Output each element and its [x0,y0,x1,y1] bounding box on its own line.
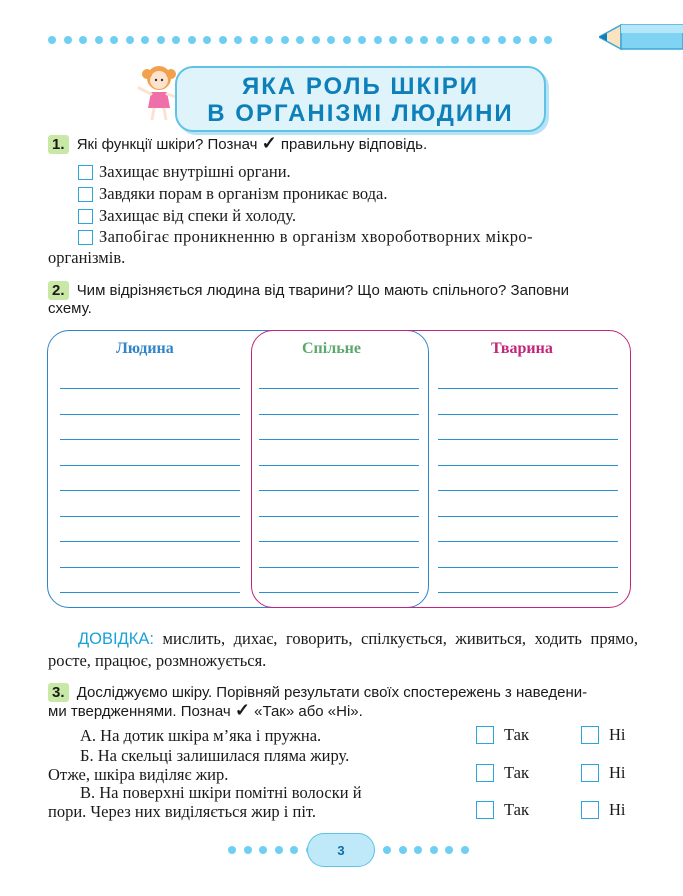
task1-option-label: Завдяки порам в організм проникає вода. [99,184,388,203]
task1-option [78,162,291,182]
task3-question-line2 [48,701,363,721]
human-writing-line[interactable] [60,414,240,415]
lesson-title-box [175,66,546,132]
task1-question-text-b: правильну відповідь. [280,136,428,153]
task1-option-continuation: організмів. [48,248,126,267]
statement-b-line2: Отже, шкіра виділяє жир. [48,765,229,784]
top-dotted-border [48,36,552,44]
task2-question-text: Чим відрізняється людина від тварини? Що мають спільного? Заповни [76,282,570,299]
task2-question [48,281,638,300]
no-label: Ні [609,800,626,819]
task1-option [78,184,388,204]
task3-question-text-2b: «Так» або «Ні». [254,703,363,720]
yes-label: Так [504,800,530,819]
no-option [581,763,626,783]
animal-writing-line[interactable] [438,439,618,440]
yes-label: Так [504,725,530,744]
no-option [581,800,626,820]
hint-text: мислить, дихає, говорить, спілкується, живиться, ходить прямо, росте, працює, розмножується. [48,629,638,670]
common-writing-line[interactable] [259,592,419,593]
task1-number: 1. [48,135,69,154]
checkbox[interactable] [581,764,599,782]
task2-number: 2. [48,281,69,300]
human-writing-line[interactable] [60,592,240,593]
animal-writing-line[interactable] [438,414,618,415]
human-writing-line[interactable] [60,439,240,440]
checkmark-icon: ✓ [234,700,250,720]
human-writing-line[interactable] [60,541,240,542]
common-writing-line[interactable] [259,465,419,466]
human-writing-line[interactable] [60,388,240,389]
pencil-icon [599,20,683,54]
task1-option [78,227,638,247]
yes-option [476,800,529,820]
yes-option [476,725,529,745]
animal-writing-line[interactable] [438,516,618,517]
animal-writing-line[interactable] [438,465,618,466]
task1-option-label: Захищає внутрішні органи. [99,162,291,181]
statement-a-line1: А. На дотик шкіра м’яка і пружна. [80,726,322,745]
animal-writing-line[interactable] [438,541,618,542]
yes-label: Так [504,763,530,782]
checkbox[interactable] [78,230,93,245]
common-writing-line[interactable] [259,567,419,568]
lesson-title-line1: ЯКА РОЛЬ ШКІРИ [241,73,480,100]
no-option [581,725,626,745]
human-writing-line[interactable] [60,567,240,568]
task3-question [48,683,638,702]
checkbox[interactable] [476,726,494,744]
bottom-dots-left [228,846,314,854]
checkbox[interactable] [581,801,599,819]
task1-question [48,134,427,154]
task1-option [78,206,296,226]
task1-question-text-a: Які функції шкіри? Познач [76,136,258,153]
statement-c-line1: В. На поверхні шкіри помітні волоски й [80,783,362,802]
human-writing-line[interactable] [60,490,240,491]
animal-writing-line[interactable] [438,567,618,568]
checkbox[interactable] [476,764,494,782]
human-writing-line[interactable] [60,465,240,466]
task3-question-text: Досліджуємо шкіру. Порівняй результати своїх спостережень з наведени- [76,684,588,701]
common-writing-line[interactable] [259,414,419,415]
checkbox[interactable] [581,726,599,744]
common-writing-line[interactable] [259,439,419,440]
common-writing-line[interactable] [259,541,419,542]
page-number-text: 3 [337,842,345,858]
checkbox[interactable] [476,801,494,819]
no-label: Ні [609,763,626,782]
hint-block [48,628,638,671]
yes-option [476,763,529,783]
task1-option-label: Запобігає проникненню в організм хвороботворних мікро- [99,227,533,246]
common-writing-line[interactable] [259,490,419,491]
common-writing-line[interactable] [259,516,419,517]
column-title-animal: Тварина [491,340,553,357]
statement-b [48,746,349,784]
animal-writing-line[interactable] [438,490,618,491]
statement-a [48,726,321,745]
lesson-title-line2: В ОРГАНІЗМІ ЛЮДИНИ [207,100,514,127]
column-title-human: Людина [116,340,174,357]
checkbox[interactable] [78,187,93,202]
page-number [307,833,375,867]
task1-option-label: Захищає від спеки й холоду. [99,206,296,225]
statement-c-line2: пори. Через них виділяється жир і піт. [48,802,317,821]
task3-number: 3. [48,683,69,702]
checkbox[interactable] [78,209,93,224]
task2-question-line2: схему. [48,300,92,317]
animal-writing-line[interactable] [438,388,618,389]
statement-c [48,783,362,821]
bottom-dots-right [383,846,469,854]
human-writing-line[interactable] [60,516,240,517]
task3-question-text-2a: ми твердженнями. Познач [48,703,231,720]
checkmark-icon: ✓ [261,133,277,153]
common-writing-line[interactable] [259,388,419,389]
checkbox[interactable] [78,165,93,180]
statement-b-line1: Б. На скельці залишилася пляма жиру. [80,746,350,765]
hint-label: ДОВІДКА: [78,630,154,648]
animal-writing-line[interactable] [438,592,618,593]
column-title-common: Спільне [302,340,361,357]
no-label: Ні [609,725,626,744]
